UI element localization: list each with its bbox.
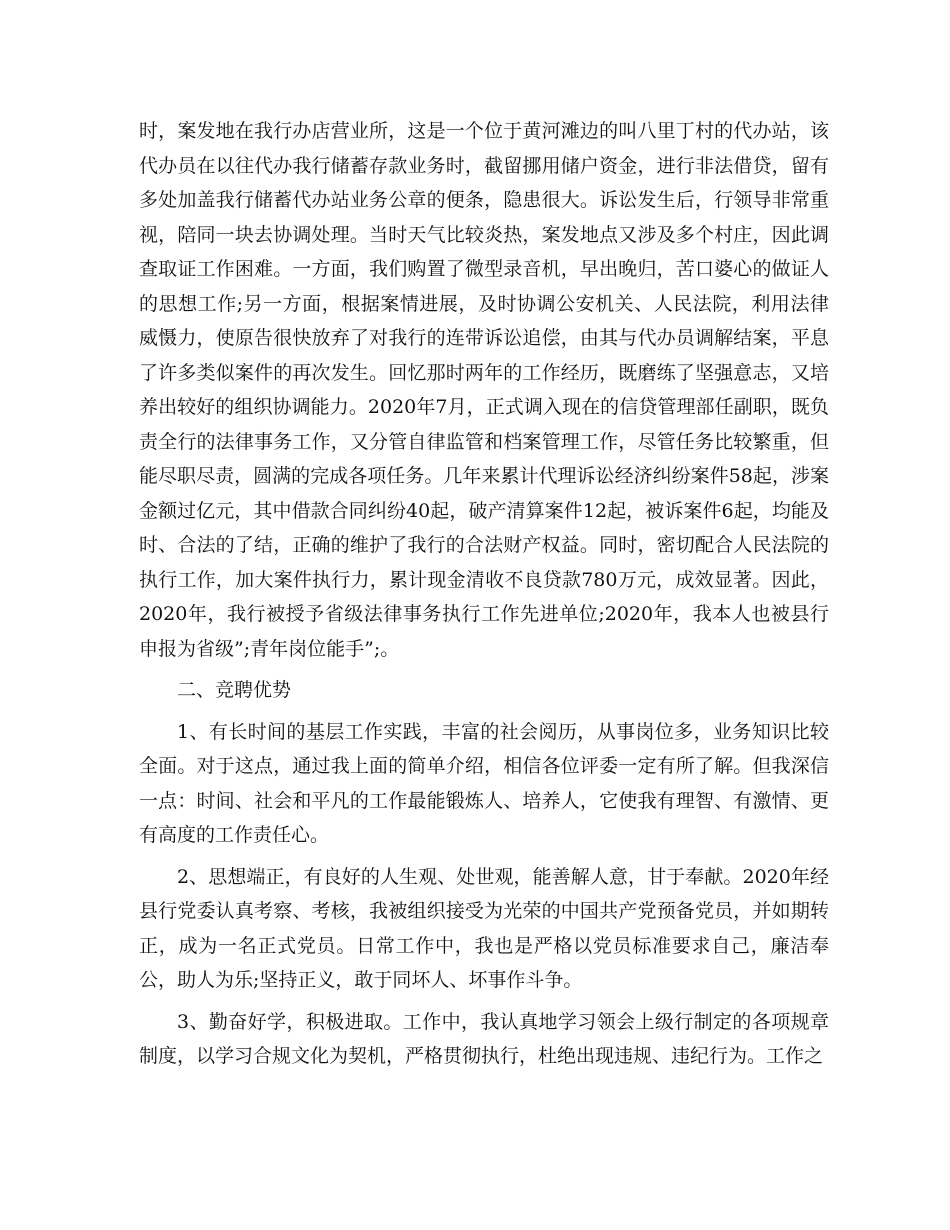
document-body <box>139 114 829 1081</box>
paragraph-advantage-3: 3、勤奋好学，积极进取。工作中，我认真地学习领会上级行制定的各项规章制度，以学习合规文化为契机，严格贯彻执行，杜绝出现违规、违纪行为。工作之 <box>139 1010 829 1067</box>
paragraph-case-history: 时，案发地在我行办店营业所，这是一个位于黄河滩边的叫八里丁村的代办站，该代办员在以往代办我行储蓄存款业务时，截留挪用储户资金，进行非法借贷，留有多处加盖我行储蓄代办站业务公章的便条，隐患很大。诉讼发生后，行领导非常重视，陪同一块去协调处理。当时天气比较炎热，案发地点又涉及多个村庄，因此调查取证工作困难。一方面，我们购置了微型录音机，早出晚归，苦口婆心的做证人的思想工作;另一方面，根据案情进展，及时协调公安机关、人民法院，利用法律威慑力，使原告很快放弃了对我行的连带诉讼追偿，由其与代办员调解结案，平息了许多类似案件的再次发生。回忆那时两年的工作经历，既磨练了坚强意志，又培养出较好的组织协调能力。2020年7月，正式调入现在的信贷管理部任副职，既负责全行的法律事务工作，又分管自律监管和档案管理工作，尽管任务比较繁重，但能尽职尽责，圆满的完成各项任务。几年来累计代理诉讼经济纠纷案件58起，涉案金额过亿元，其中借款合同纠纷40起，破产清算案件12起，被诉案件6起，均能及时、合法的了结，正确的维护了我行的合法财产权益。同时，密切配合人民法院的执行工作，加大案件执行力，累计现金清收不良贷款780万元，成效显著。因此，2020年，我行被授予省级法律事务执行工作先进单位;2020年，我本人也被县行申报为省级”;青年岗位能手”;。 <box>139 120 829 660</box>
paragraph-advantage-2: 2、思想端正，有良好的人生观、处世观，能善解人意，甘于奉献。2020年经县行党委认真考察、考核，我被组织接受为光荣的中国共产党预备党员，并如期转正，成为一名正式党员。日常工作中，我也是严格以党员标准要求自己，廉洁奉公，助人为乐;坚持正义，敢于同坏人、坏事作斗争。 <box>139 865 829 991</box>
paragraph-advantage-1: 1、有长时间的基层工作实践，丰富的社会阅历，从事岗位多，业务知识比较全面。对于这点，通过我上面的简单介绍，相信各位评委一定有所了解。但我深信一点：时间、社会和平凡的工作最能锻炼人、培养人，它使我有理智、有激情、更有高度的工作责任心。 <box>139 720 829 846</box>
section-heading-advantages: 二、竞聘优势 <box>177 679 292 701</box>
